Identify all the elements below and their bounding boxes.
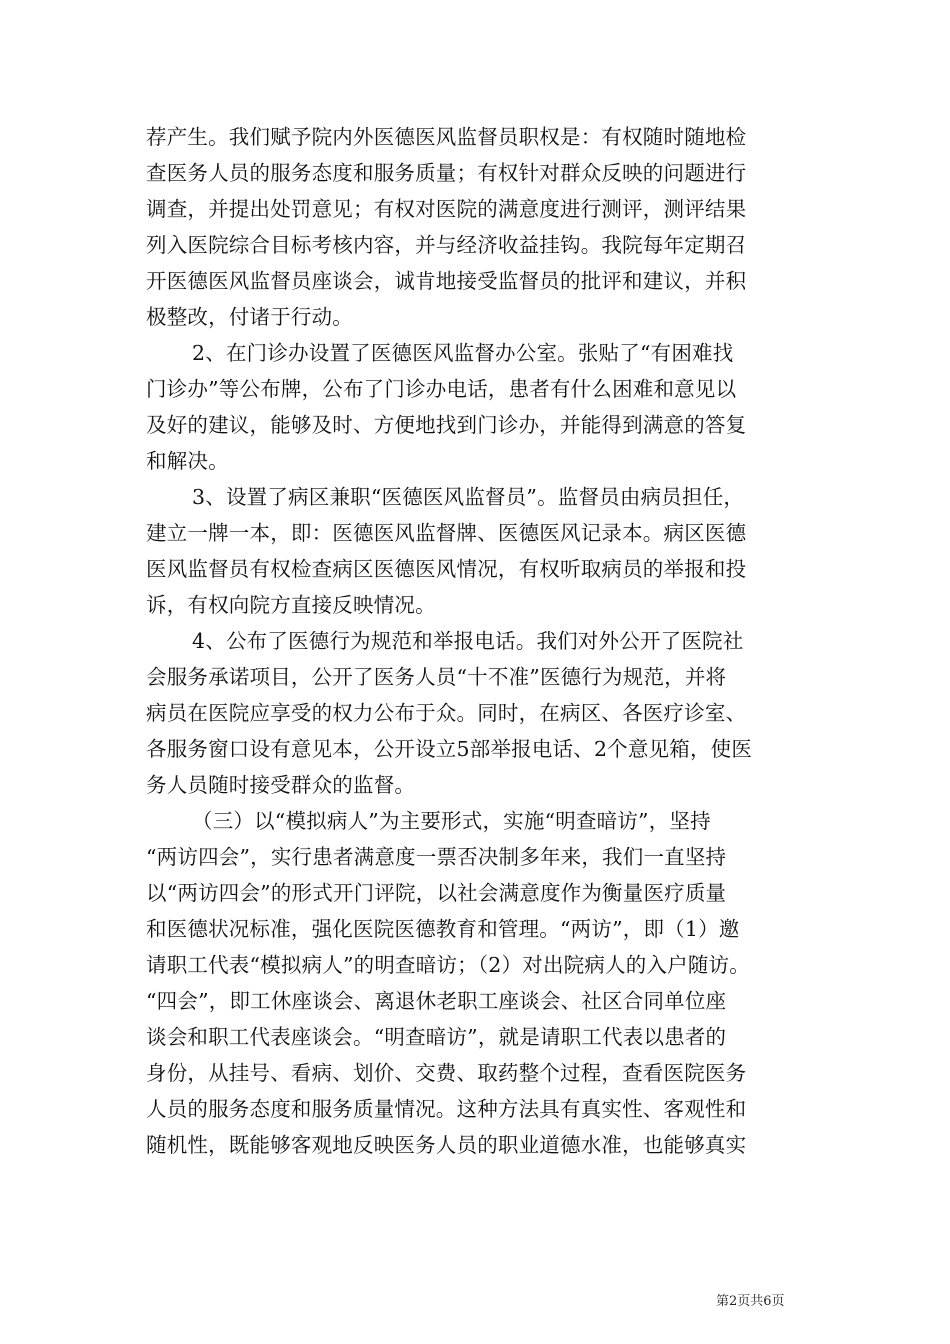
text-line: 和医德状况标准，强化医院医德教育和管理。“两访”，即（1）邀 — [146, 917, 740, 941]
text-line: 极整改，付诸于行动。 — [146, 305, 353, 329]
text-line: 门诊办”等公布牌，公布了门诊办电话，患者有什么困难和意见以 — [146, 377, 737, 401]
text-line: 荐产生。我们赋予院内外医德医风监督员职权是：有权随时随地检 — [146, 125, 747, 149]
paragraph-start-line: 3、设置了病区兼职“医德医风监督员”。监督员由病员担任， — [192, 485, 745, 509]
page-number: 第2页共6页 — [716, 1294, 785, 1309]
text-line: 人员的服务态度和服务质量情况。这种方法具有真实性、客观性和 — [146, 1097, 747, 1121]
text-line: 务人员随时接受群众的监督。 — [146, 773, 416, 797]
text-line: 及好的建议，能够及时、方便地找到门诊办，并能得到满意的答复 — [146, 413, 747, 437]
body-text — [146, 119, 816, 1163]
text-line: “四会”，即工休座谈会、离退休老职工座谈会、社区合同单位座 — [146, 989, 727, 1013]
text-line: 以“两访四会”的形式开门评院，以社会满意度作为衡量医疗质量 — [146, 881, 727, 905]
text-line: 开医德医风监督员座谈会，诚肯地接受监督员的批评和建议，并积 — [146, 269, 747, 293]
text-line: 各服务窗口设有意见本，公开设立5部举报电话、2个意见箱，使医 — [146, 737, 753, 761]
text-line: 诉，有权向院方直接反映情况。 — [146, 593, 436, 617]
text-line: 列入医院综合目标考核内容，并与经济收益挂钩。我院每年定期召 — [146, 233, 747, 257]
text-line: 医风监督员有权检查病区医德医风情况，有权听取病员的举报和投 — [146, 557, 747, 581]
paragraph-start-line: 4、公布了医德行为规范和举报电话。我们对外公开了医院社 — [192, 629, 744, 653]
text-line: 病员在医院应享受的权力公布于众。同时，在病区、各医疗诊室、 — [146, 701, 747, 725]
text-line: 会服务承诺项目，公开了医务人员“十不准”医德行为规范，并将 — [146, 665, 727, 689]
text-line: 调查，并提出处罚意见；有权对医院的满意度进行测评，测评结果 — [146, 197, 747, 221]
text-line: 谈会和职工代表座谈会。“明查暗访”，就是请职工代表以患者的 — [146, 1025, 727, 1049]
text-line: 和解决。 — [146, 449, 229, 473]
paragraph-start-line: 2、在门诊办设置了医德医风监督办公室。张贴了“有困难找 — [192, 341, 734, 365]
text-line: “两访四会”，实行患者满意度一票否决制多年来，我们一直坚持 — [146, 845, 727, 869]
paragraph-start-line: （三）以“模拟病人”为主要形式，实施“明查暗访”，坚持 — [192, 809, 711, 833]
text-line: 查医务人员的服务态度和服务质量；有权针对群众反映的问题进行 — [146, 161, 747, 185]
text-line: 建立一牌一本，即：医德医风监督牌、医德医风记录本。病区医德 — [146, 521, 747, 545]
text-line: 请职工代表“模拟病人”的明查暗访；（2）对出院病人的入户随访。 — [146, 953, 750, 977]
text-line: 身份，从挂号、看病、划价、交费、取药整个过程，查看医院医务 — [146, 1061, 747, 1085]
text-line: 随机性，既能够客观地反映医务人员的职业道德水准，也能够真实 — [146, 1133, 747, 1157]
